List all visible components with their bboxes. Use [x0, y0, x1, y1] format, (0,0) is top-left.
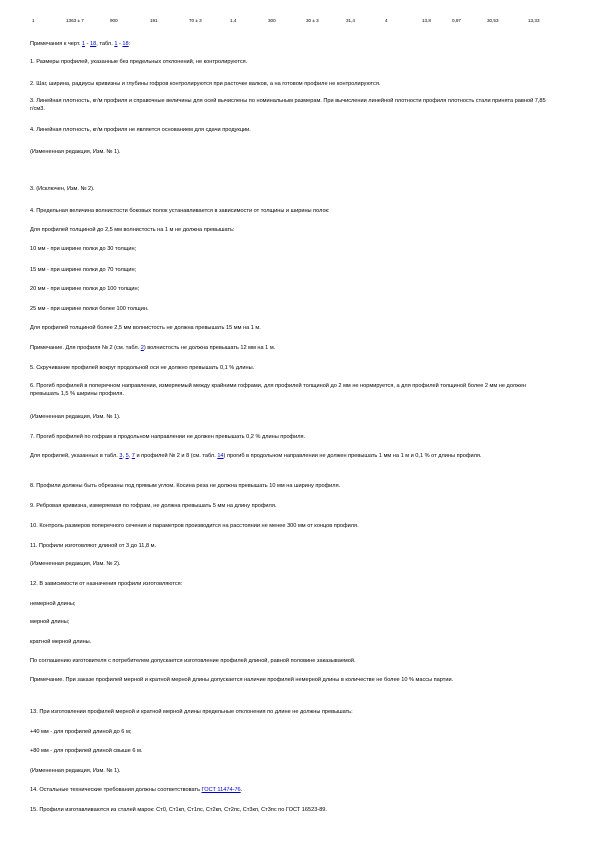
paragraph: (Измененная редакция, Изм. № 2).: [30, 561, 121, 567]
table-cell: 1: [32, 18, 35, 23]
paragraph: 2. Шаг, ширина, радиусы кривизны и глубины гофров контролируются при расточке валков, а на готовом профиле не контролируются.: [30, 81, 381, 87]
table-link[interactable]: 18: [122, 41, 129, 47]
paragraph: (Измененная редакция, Изм. № 1).: [30, 414, 121, 420]
figure-link[interactable]: 18: [90, 41, 97, 47]
paragraph: 8. Профили должны быть обрезаны под прямым углом. Косина реза не должна превышать 10 мм на ширину профиля.: [30, 483, 341, 489]
paragraph: 4. Линейная плотность, кг/м профиля не является основанием для сдачи продукции.: [30, 127, 251, 133]
notes-heading: Примечания к черт. 1 - 18, табл. 1 - 18:: [30, 41, 131, 47]
table-cell: 30,53: [487, 18, 499, 23]
paragraph: +80 мм - для профилей длиной свыше 6 м.: [30, 748, 143, 754]
paragraph: 3. Линейная плотность, кг/м профиля и справочные величины для осей вычислены по номинальным размерам. При вычислении линейной плотности профиля плотность стали принята равной 7,85 г/см3.: [30, 98, 546, 112]
paragraph: 10. Контроль размеров поперечного сечения и параметров производится на расстоянии не менее 300 мм от концов профиля.: [30, 523, 359, 529]
paragraph: 13. При изготовлении профилей мерной и кратной мерной длины предельные отклонения по длине не должны превышать:: [30, 709, 353, 715]
table-cell: 300: [268, 18, 276, 23]
paragraph: Для профилей толщиной более 2,5 мм волнистость не должна превышать 15 мм на 1 м.: [30, 325, 261, 331]
paragraph: (Измененная редакция, Изм. № 1).: [30, 149, 121, 155]
table-cell: 900: [110, 18, 118, 23]
table-cell: 4: [385, 18, 388, 23]
paragraph: 14. Остальные технические требования должны соответствовать ГОСТ 11474-76.: [30, 787, 243, 793]
paragraph: 15 мм - при ширине полки до 70 толщин;: [30, 267, 137, 273]
table-row: [0, 17, 595, 25]
gost-link[interactable]: ГОСТ 11474-76: [201, 787, 241, 793]
paragraph: немерной длины;: [30, 601, 76, 607]
paragraph: 1. Размеры профилей, указанные без предельных отклонений, не контролируются.: [30, 59, 248, 65]
table-cell: 13,33: [528, 18, 540, 23]
table-cell: 191: [150, 18, 158, 23]
paragraph: Примечание. Для профиля № 2 (см. табл. 2) волнистость не должна превышать 12 мм на 1 м.: [30, 345, 276, 351]
paragraph: (Измененная редакция, Изм. № 1).: [30, 768, 121, 774]
paragraph: 11. Профили изготовляют длиной от 3 до 11,8 м.: [30, 543, 157, 549]
figure-link[interactable]: 1: [81, 41, 86, 47]
table-cell: 13,8: [422, 18, 431, 23]
paragraph: 10 мм - при ширине полки до 30 толщин;: [30, 246, 137, 252]
table-cell: 30 ± 3: [306, 18, 319, 23]
paragraph: Примечание. При заказе профилей мерной и кратной мерной длины допускается наличие профилей немерной длины в количестве не более 10 % массы партии.: [30, 677, 454, 683]
paragraph: 20 мм - при ширине полки до 100 толщин;: [30, 286, 140, 292]
table-cell: 1363 ± 7: [66, 18, 84, 23]
paragraph: 5. Скручивание профилей вокруг продольной оси не должно превышать 0,1 % длины.: [30, 365, 255, 371]
paragraph: 9. Ребровая кривизна, измеряемая по гофрам, не должна превышать 5 мм на длину профиля.: [30, 503, 277, 509]
paragraph: 25 мм - при ширине полки более 100 толщин.: [30, 306, 149, 312]
paragraph: 6. Прогиб профилей в поперечном направлении, измеряемый между крайними гофрами, для профилей толщиной до 2 мм не нормируется, а для профилей толщиной более 2 мм не должен превышать 1,5 % ширины профиля.: [30, 383, 527, 397]
paragraph: кратной мерной длины.: [30, 639, 92, 645]
paragraph: 7. Прогиб профилей по гофрам в продольном направлении не должен превышать 0,2 % длины профиля.: [30, 434, 306, 440]
table-link[interactable]: 2: [140, 345, 144, 351]
table-link[interactable]: 14: [217, 453, 224, 459]
paragraph: +40 мм - для профилей длиной до 6 м;: [30, 729, 132, 735]
paragraph: По соглашению изготовителя с потребителем допускается изготовление профилей длиной, равной половине заказываемой.: [30, 658, 356, 664]
paragraph: 3. (Исключен, Изм. № 2).: [30, 186, 95, 192]
table-link[interactable]: 7: [131, 453, 135, 459]
paragraph: мерной длины;: [30, 619, 70, 625]
table-cell: 0,97: [452, 18, 461, 23]
table-link[interactable]: 3: [119, 453, 123, 459]
table-cell: 1,4: [230, 18, 237, 23]
paragraph: 15. Профили изготавливаются из сталей марок: Ст0, Ст1кп, Ст1пс, Ст2кп, Ст2пс, Ст3кп, Ст3пс по ГОСТ 16523-89.: [30, 807, 327, 813]
table-cell: 70 ± 3: [189, 18, 202, 23]
paragraph: Для профилей, указанных в табл. 3, 5, 7 и профилей № 2 и 8 (см. табл. 14) прогиб в продольном направлении не должен превышать 1 мм на 1 м и 0,1 % от длины профиля.: [30, 453, 482, 459]
paragraph: Для профилей толщиной до 2,5 мм волнистость на 1 м не должна превышать:: [30, 227, 235, 233]
table-link[interactable]: 5: [125, 453, 129, 459]
paragraph: 12. В зависимости от назначения профили изготовляются:: [30, 581, 183, 587]
table-cell: 31,4: [346, 18, 355, 23]
paragraph: 4. Предельная величина волнистости боковых полок устанавливается в зависимости от толщины и ширины полок:: [30, 208, 330, 214]
table-link[interactable]: 1: [114, 41, 118, 47]
